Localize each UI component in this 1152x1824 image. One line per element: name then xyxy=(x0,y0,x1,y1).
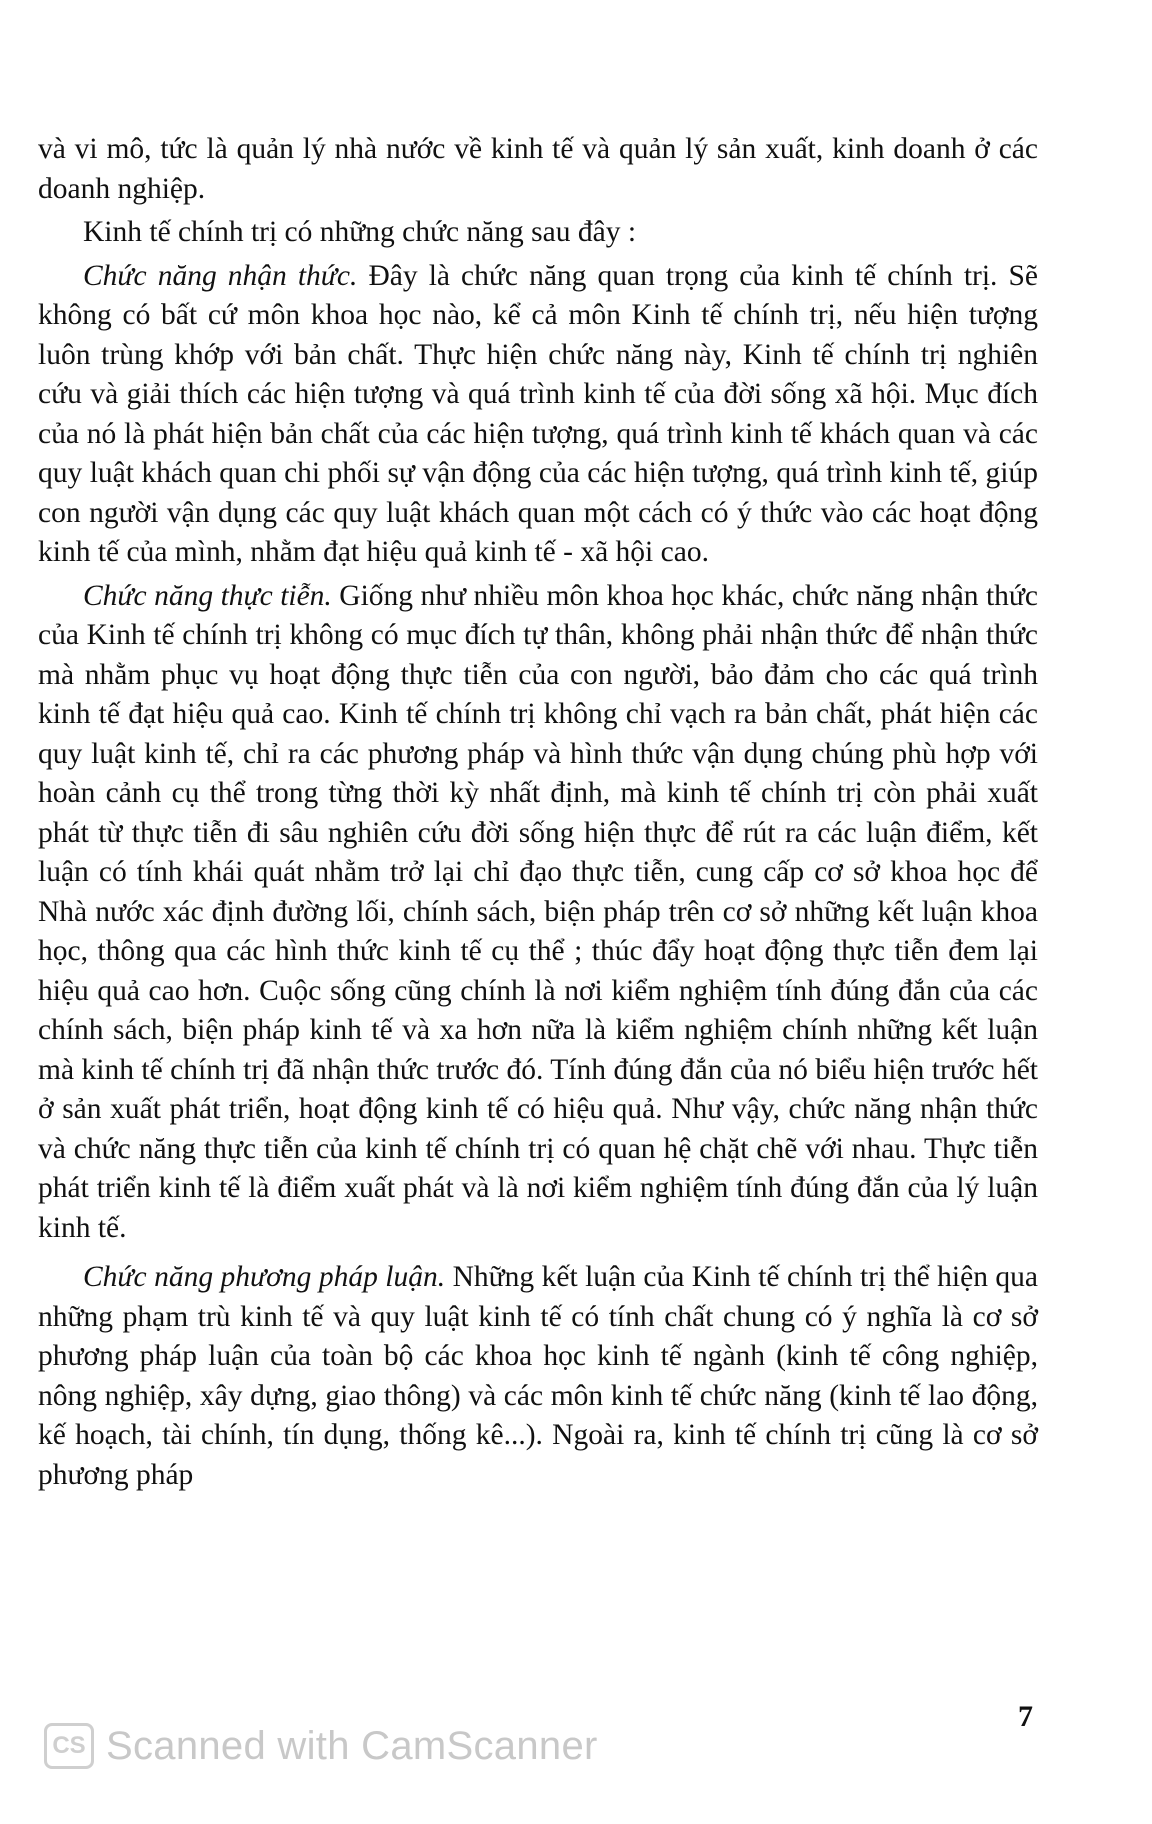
paragraph-practical-function xyxy=(38,577,1038,1249)
paragraph-methodology-function xyxy=(38,1258,1038,1495)
camscanner-watermark xyxy=(44,1723,598,1769)
paragraph-lead: Chức năng phương pháp luận. xyxy=(83,1261,446,1293)
paragraph-cognitive-function xyxy=(38,257,1038,573)
paragraph-continuation xyxy=(38,130,1038,209)
paragraph-text: Những kết luận của Kinh tế chính trị thể hiện qua những phạm trù kinh tế và quy luật kinh tế có tính chất chung có ý nghĩa là cơ sở phương pháp luận của toàn bộ các khoa học kinh tế ngành (kinh tế công nghiệp, nông nghiệp, xây dựng, giao thông) và các môn kinh tế chức năng (kinh tế lao động, kế hoạch, tài chính, tín dụng, thống kê...). Ngoài ra, kinh tế chính trị cũng là cơ sở phương pháp xyxy=(38,1261,1039,1491)
paragraph-text: Đây là chức năng quan trọng của kinh tế chính trị. Sẽ không có bất cứ môn khoa học nào, kể cả môn Kinh tế chính trị, nếu hiện tượng luôn trùng khớp với bản chất. Thực hiện chức năng này, Kinh tế chính trị nghiên cứu và giải thích các hiện tượng và quá trình kinh tế của đời sống xã hội. Mục đích của nó là phát hiện bản chất của các hiện tượng, quá trình kinh tế khách quan và các quy luật khách quan chi phối sự vận động của các hiện tượng, quá trình kinh tế, giúp con người vận dụng các quy luật khách quan một cách có ý thức vào các hoạt động kinh tế của mình, nhằm đạt hiệu quả kinh tế - xã hội cao. xyxy=(38,259,1038,568)
paragraph-lead: Chức năng nhận thức. xyxy=(83,259,358,292)
paragraph-text: và vi mô, tức là quản lý nhà nước về kinh tế và quản lý sản xuất, kinh doanh ở các doanh nghiệp. xyxy=(38,133,1038,205)
camscanner-logo-icon: CS xyxy=(44,1723,94,1769)
paragraph-text: Kinh tế chính trị có những chức năng sau đây : xyxy=(83,216,637,248)
paragraph-intro xyxy=(38,213,1038,253)
page-number: 7 xyxy=(1018,1700,1033,1733)
page-body xyxy=(38,130,1038,1495)
watermark-text: Scanned with CamScanner xyxy=(106,1723,598,1768)
paragraph-lead: Chức năng thực tiễn. xyxy=(83,579,332,612)
paragraph-text: Giống như nhiều môn khoa học khác, chức năng nhận thức của Kinh tế chính trị không có mục đích tự thân, không phải nhận thức để nhận thức mà nhằm phục vụ hoạt động thực tiễn của con người, bảo đảm cho các quá trình kinh tế đạt hiệu quả cao. Kinh tế chính trị không chỉ vạch ra bản chất, phát hiện các quy luật kinh tế, chỉ ra các phương pháp và hình thức vận dụng chúng phù hợp với hoàn cảnh cụ thể trong từng thời kỳ nhất định, mà kinh tế chính trị còn phải xuất phát từ thực tiễn đi sâu nghiên cứu đời sống hiện thực để rút ra các luận điểm, kết luận có tính khái quát nhằm trở lại chỉ đạo thực tiễn, cung cấp cơ sở khoa học để Nhà nước xác định đường lối, chính sách, biện pháp trên cơ sở những kết luận khoa học, thông qua các hình thức kinh tế cụ thể ; thúc đẩy hoạt động thực tiễn đem lại hiệu quả cao hơn. Cuộc sống cũng chính là nơi kiểm nghiệm tính đúng đắn của các chính sách, biện pháp kinh tế và xa hơn nữa là kiểm nghiệm chính những kết luận mà kinh tế chính trị đã nhận thức trước đó. Tính đúng đắn của nó biểu hiện trước hết ở sản xuất phát triển, hoạt động kinh tế có hiệu quả. Như vậy, chức năng nhận thức và chức năng thực tiễn của kinh tế chính trị có quan hệ chặt chẽ với nhau. Thực tiễn phát triển kinh tế là điểm xuất phát và là nơi kiểm nghiệm tính đúng đắn của lý luận kinh tế. xyxy=(38,579,1038,1244)
